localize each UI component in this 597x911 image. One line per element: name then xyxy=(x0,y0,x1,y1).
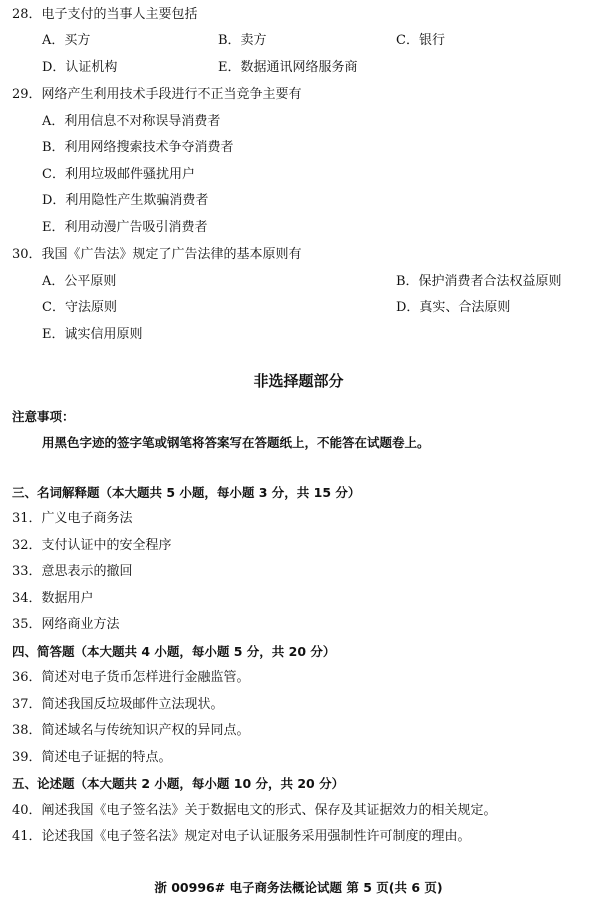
notice-heading: 注意事项： xyxy=(12,409,75,424)
q28-option-a: A．买方 xyxy=(42,33,91,48)
page-footer: 浙 00996# 电子商务法概论试题 第 5 页(共 6 页) xyxy=(154,880,443,895)
question-36: 36．简述对电子货币怎样进行金融监管。 xyxy=(12,670,250,685)
part3-heading: 三、名词解释题（本大题共 5 小题，每小题 3 分，共 15 分） xyxy=(12,485,361,500)
question-30: 30．我国《广告法》规定了广告法律的基本原则有 xyxy=(12,247,302,262)
question-31: 31．广义电子商务法 xyxy=(12,511,133,526)
q30-option-a: A．公平原则 xyxy=(42,274,117,289)
q28-option-b: B．卖方 xyxy=(218,33,267,48)
q28-option-d: D．认证机构 xyxy=(42,60,118,75)
q29-option-b: B．利用网络搜索技术争夺消费者 xyxy=(42,140,234,155)
question-40: 40．阐述我国《电子签名法》关于数据电文的形式、保存及其证据效力的相关规定。 xyxy=(12,803,497,818)
q29-option-c: C．利用垃圾邮件骚扰用户 xyxy=(42,167,195,182)
question-28: 28．电子支付的当事人主要包括 xyxy=(12,7,198,22)
question-33: 33．意思表示的撤回 xyxy=(12,564,133,579)
section-title: 非选择题部分 xyxy=(253,372,344,390)
question-32: 32．支付认证中的安全程序 xyxy=(12,538,172,553)
q30-option-e: E．诚实信用原则 xyxy=(42,327,143,342)
q30-option-c: C．守法原则 xyxy=(42,300,117,315)
q29-option-d: D．利用隐性产生欺骗消费者 xyxy=(42,193,209,208)
question-37: 37．简述我国反垃圾邮件立法现状。 xyxy=(12,697,224,712)
question-38: 38．简述域名与传统知识产权的异同点。 xyxy=(12,723,250,738)
question-34: 34．数据用户 xyxy=(12,591,94,606)
q29-option-e: E．利用动漫广告吸引消费者 xyxy=(42,220,208,235)
part4-heading: 四、简答题（本大题共 4 小题，每小题 5 分，共 20 分） xyxy=(12,644,336,659)
question-35: 35．网络商业方法 xyxy=(12,617,120,632)
q28-option-c: C．银行 xyxy=(396,33,445,48)
question-29: 29．网络产生利用技术手段进行不正当竞争主要有 xyxy=(12,87,302,102)
part5-heading: 五、论述题（本大题共 2 小题，每小题 10 分，共 20 分） xyxy=(12,776,345,791)
q29-option-a: A．利用信息不对称误导消费者 xyxy=(42,114,221,129)
question-41: 41．论述我国《电子签名法》规定对电子认证服务采用强制性许可制度的理由。 xyxy=(12,829,471,844)
q30-option-d: D．真实、合法原则 xyxy=(396,300,511,315)
question-39: 39．简述电子证据的特点。 xyxy=(12,750,172,765)
notice-text: 用黑色字迹的签字笔或钢笔将答案写在答题纸上，不能答在试题卷上。 xyxy=(42,435,430,450)
q30-option-b: B．保护消费者合法权益原则 xyxy=(396,274,562,289)
q28-option-e: E．数据通讯网络服务商 xyxy=(218,60,358,75)
